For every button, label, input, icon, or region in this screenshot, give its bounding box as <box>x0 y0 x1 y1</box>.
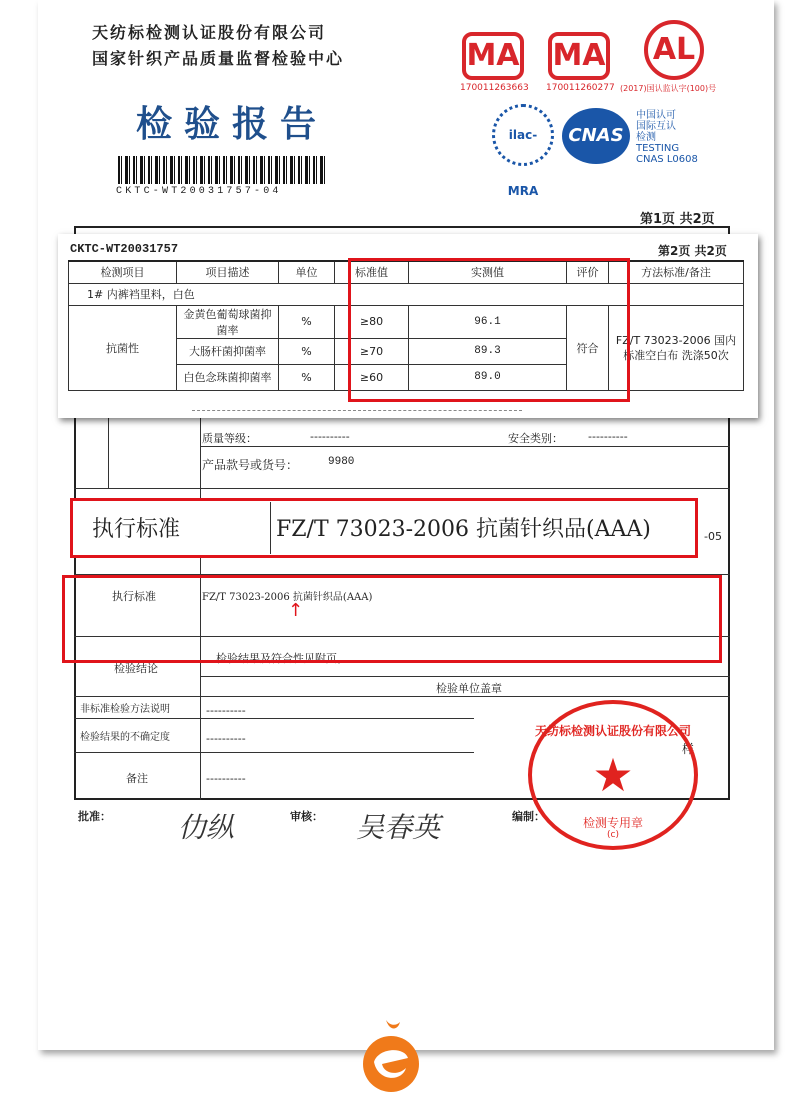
page1-number: 第1页 共2页 <box>640 212 715 227</box>
page2-report-no: CKTC-WT20031757 <box>70 242 179 256</box>
seal-text: 天纺标检测认证股份有限公司 <box>534 724 691 738</box>
quality-value: ---------- <box>310 430 350 443</box>
review-label: 审核： <box>290 810 323 823</box>
cnas-line-2: 国际互认 <box>636 121 676 132</box>
sample-char: 样 <box>682 742 695 756</box>
company-seal <box>528 700 698 850</box>
review-signature: 吴春英 <box>356 811 441 844</box>
header-measured: 实测值 <box>409 261 567 283</box>
product-no-value: 9980 <box>328 456 355 468</box>
row2-unit: % <box>279 338 335 364</box>
cnas-text-block <box>636 110 698 165</box>
row1-measured: 96.1 <box>409 305 567 338</box>
header-method: 方法标准/备注 <box>609 261 744 283</box>
cnas-line-5: CNAS L0608 <box>636 154 698 165</box>
uncertainty-value: ---------- <box>206 732 246 745</box>
row3-std: ≥60 <box>335 364 409 390</box>
quality-label: 质量等级： <box>202 432 257 445</box>
product-no-label: 产品款号或货号： <box>202 458 299 472</box>
row2-desc: 大肠杆菌抑菌率 <box>177 338 279 364</box>
page2-card <box>58 234 758 418</box>
nonstd-value: ---------- <box>206 704 246 717</box>
exec-std-value: FZ/T 73023-2006 抗菌针织品(AAA) <box>202 592 373 603</box>
header-eval: 评价 <box>567 261 609 283</box>
cnas-line-4: TESTING <box>636 143 680 154</box>
cal-code: (2017)国认监认字(100)号 <box>620 84 717 93</box>
callout-label: 执行标准 <box>92 517 181 542</box>
seal-star-icon: ★ <box>592 748 634 802</box>
row3-desc: 白色念珠菌抑菌率 <box>177 364 279 390</box>
compile-label: 编制： <box>512 810 545 823</box>
remark-label: 备注 <box>126 772 148 785</box>
conclusion-value: 检验结果及符合性见附页。 <box>216 652 348 665</box>
approve-signature: 仂纵 <box>178 811 235 844</box>
ilac-mra-logo: ilac-MRA <box>492 104 554 166</box>
row1-unit: % <box>279 305 335 338</box>
remark-value: ---------- <box>206 772 246 785</box>
eval-cell: 符合 <box>567 305 609 390</box>
group-cell: 抗菌性 <box>69 305 177 390</box>
sample-row: 1# 内裤裆里料，白色 <box>69 283 744 305</box>
barcode <box>118 156 328 184</box>
brand-logo-icon <box>360 1016 422 1094</box>
report-title: 检验报告 <box>136 103 329 145</box>
header-unit: 单位 <box>279 261 335 283</box>
highlight-results-box <box>348 258 630 402</box>
safety-label: 安全类别： <box>508 432 563 445</box>
page2-number: 第2页 共2页 <box>658 244 727 258</box>
center-name: 国家针织产品质量监督检验中心 <box>92 49 345 68</box>
row1-desc: 金黄色葡萄球菌抑菌率 <box>177 305 279 338</box>
header-std: 标准值 <box>335 261 409 283</box>
exec-std-callout <box>70 498 698 558</box>
header-item: 检测项目 <box>69 261 177 283</box>
cal-logo: AL <box>644 20 704 80</box>
row3-unit: % <box>279 364 335 390</box>
header-desc: 项目描述 <box>177 261 279 283</box>
cma-code-1: 170011263663 <box>460 83 529 93</box>
cma-logo-2: MA <box>548 32 610 80</box>
barcode-text: CKTC-WT20031757-04 <box>116 186 282 197</box>
cnas-logo: CNAS <box>562 108 630 164</box>
method-cell: FZ/T 73023-2006 国内标准空白布 洗涤50次 <box>609 305 744 390</box>
company-name: 天纺标检测认证股份有限公司 <box>92 23 327 42</box>
uncertainty-label: 检验结果的不确定度 <box>80 732 170 743</box>
highlight-exec-std-box <box>62 575 722 663</box>
cnas-line-1: 中国认可 <box>636 110 676 121</box>
row2-measured: 89.3 <box>409 338 567 364</box>
cma-logo-1: MA <box>462 32 524 80</box>
cma-code-2: 170011260277 <box>546 83 615 93</box>
approve-label: 批准： <box>78 810 111 823</box>
seal-code: (c) <box>607 830 619 840</box>
row2-std: ≥70 <box>335 338 409 364</box>
row3-measured: 89.0 <box>409 364 567 390</box>
exec-std-label: 执行标准 <box>112 590 156 603</box>
date-fragment: -05 <box>704 530 722 543</box>
conclusion-label: 检验结论 <box>114 662 158 675</box>
safety-value: ---------- <box>588 430 628 443</box>
seal-subtitle: 检测专用章 <box>582 816 643 830</box>
nonstd-label: 非标准检验方法说明 <box>80 704 170 715</box>
arrow-up-icon: ↑ <box>288 600 304 621</box>
unit-stamp-label: 检验单位盖章 <box>436 682 502 695</box>
callout-value: FZ/T 73023-2006 抗菌针织品(AAA) <box>276 517 651 542</box>
cnas-line-3: 检测 <box>636 132 656 143</box>
row1-std: ≥80 <box>335 305 409 338</box>
